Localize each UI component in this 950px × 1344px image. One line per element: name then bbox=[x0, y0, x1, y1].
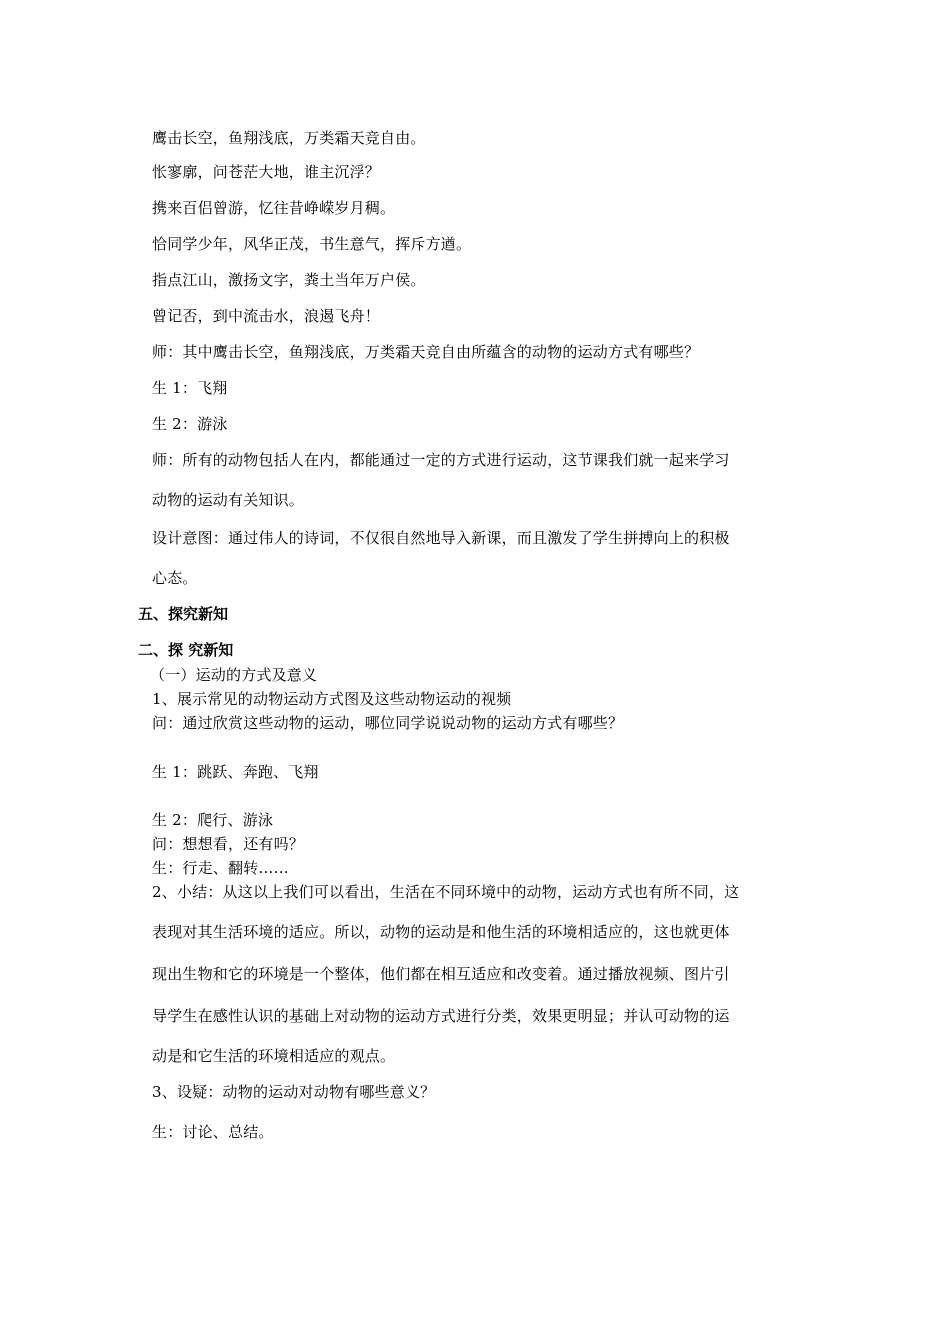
poem-line-4: 恰同学少年，风华正茂，书生意气，挥斥方遒。 bbox=[152, 235, 472, 253]
teacher-intro-line-1: 师：所有的动物包括人在内，都能通过一定的方式进行运动，这节课我们就一起来学习 bbox=[152, 451, 730, 469]
heading-five: 五、探究新知 bbox=[138, 605, 229, 623]
student-1-reply: 生 1：跳跃、奔跑、飞翔 bbox=[152, 763, 319, 781]
step-1: 1、展示常见的动物运动方式图及这些动物运动的视频 bbox=[152, 690, 512, 708]
poem-line-1: 鹰击长空，鱼翔浅底，万类霜天竞自由。 bbox=[152, 129, 426, 147]
student-discussion: 生：讨论、总结。 bbox=[152, 1123, 274, 1141]
summary-line-1: 2、小结：从这以上我们可以看出，生活在不同环境中的动物，运动方式也有所不同，这 bbox=[152, 883, 740, 901]
student-2-reply: 生 2：爬行、游泳 bbox=[152, 811, 274, 829]
subsection-title: （一）运动的方式及意义 bbox=[150, 666, 318, 684]
design-intent-line-1: 设计意图：通过伟人的诗词，不仅很自然地导入新课，而且激发了学生拼搏向上的积极 bbox=[152, 529, 730, 547]
heading-two: 二、探 究新知 bbox=[138, 641, 234, 659]
poem-line-3: 携来百侣曾游，忆往昔峥嵘岁月稠。 bbox=[152, 199, 396, 217]
student-1-answer: 生 1：飞翔 bbox=[152, 379, 228, 397]
design-intent-line-2: 心态。 bbox=[152, 569, 198, 587]
step-3-question: 3、设疑：动物的运动对动物有哪些意义？ bbox=[152, 1083, 436, 1101]
poem-line-6: 曾记否，到中流击水，浪遏飞舟！ bbox=[152, 307, 381, 325]
poem-line-2: 怅寥廓，问苍茫大地，谁主沉浮？ bbox=[152, 163, 381, 181]
poem-line-5: 指点江山，激扬文字，粪土当年万户侯。 bbox=[152, 271, 426, 289]
summary-line-4: 导学生在感性认识的基础上对动物的运动方式进行分类，效果更明显；并认可动物的运 bbox=[152, 1007, 730, 1025]
summary-line-3: 现出生物和它的环境是一个整体，他们都在相互适应和改变着。通过播放视频、图片引 bbox=[152, 965, 730, 983]
question-1: 问：通过欣赏这些动物的运动，哪位同学说说动物的运动方式有哪些？ bbox=[152, 714, 624, 732]
teacher-question: 师：其中鹰击长空，鱼翔浅底，万类霜天竞自由所蕴含的动物的运动方式有哪些？ bbox=[152, 343, 700, 361]
summary-line-5: 动是和它生活的环境相适应的观点。 bbox=[152, 1047, 396, 1065]
student-2-answer: 生 2：游泳 bbox=[152, 415, 228, 433]
summary-line-2: 表现对其生活环境的适应。所以，动物的运动是和他生活的环境相适应的，这也就更体 bbox=[152, 923, 730, 941]
question-2: 问：想想看，还有吗？ bbox=[152, 835, 305, 853]
teacher-intro-line-2: 动物的运动有关知识。 bbox=[152, 491, 305, 509]
student-reply: 生：行走、翻转…… bbox=[152, 859, 289, 877]
